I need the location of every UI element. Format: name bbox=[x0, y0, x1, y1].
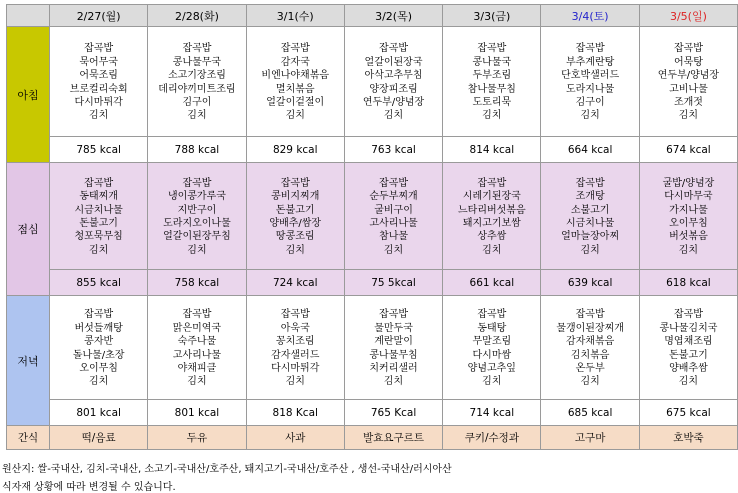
dish-item: 돼지고기보쌈 bbox=[462, 218, 521, 229]
dish-item: 김치 bbox=[678, 244, 699, 256]
dish-item: 다시마튀각 bbox=[74, 96, 123, 108]
dish-item: 김치 bbox=[88, 110, 109, 122]
kcal-value: 664 kcal bbox=[541, 137, 639, 163]
origin-note: 원산지: 쌀-국내산, 김치-국내산, 소고기-국내산/호주산, 돼지고기-국내산/호주산 , 생선-국내산/러시아산 bbox=[2, 464, 452, 475]
dish-item: 무말조림 bbox=[472, 336, 512, 348]
dish-item: 얼갈이된장무침 bbox=[163, 231, 231, 243]
menu-cell bbox=[246, 163, 344, 270]
dish-item: 김치 bbox=[285, 244, 305, 256]
dish-item: 얼갈이겉절이 bbox=[266, 96, 325, 108]
menu-body bbox=[7, 5, 738, 450]
kcal-value: 801 kcal bbox=[148, 400, 246, 426]
dish-item: 잡곡밥 bbox=[477, 309, 507, 321]
dish-item: 김치 bbox=[383, 244, 404, 256]
snack-item: 고구마 bbox=[541, 426, 639, 450]
dish-item: 치커리샐러 bbox=[369, 362, 418, 374]
kcal-value: 618 kcal bbox=[639, 270, 737, 296]
menu-cell bbox=[639, 163, 737, 270]
dish-item: 콩나물무국 bbox=[172, 56, 222, 68]
dish-item: 잡곡밥 bbox=[575, 309, 605, 321]
header-row bbox=[7, 5, 738, 27]
dish-item: 계란말이 bbox=[374, 336, 413, 348]
dish-item: 콩나물김치국 bbox=[659, 322, 718, 334]
menu-cell bbox=[344, 27, 442, 137]
dish-item: 조개탕 bbox=[575, 191, 605, 203]
dish-item: 잡곡밥 bbox=[379, 177, 409, 189]
dish-item: 감자채볶음 bbox=[565, 336, 615, 348]
dinner-kcal-row bbox=[7, 400, 738, 426]
kcal-value: 675 kcal bbox=[639, 400, 737, 426]
dish-item: 어묵조림 bbox=[79, 70, 118, 82]
dish-item: 잡곡밥 bbox=[84, 43, 114, 55]
snack-label: 간식 bbox=[7, 426, 50, 450]
lunch-label: 점심 bbox=[7, 163, 50, 296]
dish-item: 잡곡밥 bbox=[84, 309, 114, 321]
dish-item: 돈불고기 bbox=[79, 218, 118, 229]
lunch-kcal-row bbox=[7, 270, 738, 296]
dish-item: 양배추/쌈장 bbox=[269, 218, 322, 229]
kcal-value: 855 kcal bbox=[50, 270, 148, 296]
dish-item: 다시마무국 bbox=[664, 191, 713, 203]
snack-item: 사과 bbox=[246, 426, 344, 450]
dish-item: 콩나물무침 bbox=[369, 349, 418, 361]
dish-item: 김치 bbox=[88, 244, 109, 256]
menu-cell bbox=[541, 163, 639, 270]
dish-item: 가지나물 bbox=[669, 204, 708, 216]
menu-cell bbox=[246, 27, 344, 137]
dish-item: 연두부/양념장 bbox=[362, 96, 425, 108]
dish-item: 김치 bbox=[482, 110, 502, 122]
dish-item: 도토리묵 bbox=[472, 96, 512, 108]
dish-item: 시금치나물 bbox=[74, 204, 123, 216]
menu-cell bbox=[148, 296, 246, 400]
dish-item: 야채피클 bbox=[177, 362, 217, 374]
menu-cell bbox=[443, 27, 541, 137]
dish-item: 잡곡밥 bbox=[477, 177, 507, 189]
menu-cell bbox=[148, 163, 246, 270]
day-header: 3/2(목) bbox=[344, 5, 442, 27]
dish-item: 굴밥/양념장 bbox=[662, 177, 715, 189]
dish-item: 어묵탕 bbox=[673, 56, 703, 68]
menu-cell bbox=[50, 163, 148, 270]
dish-item: 소불고기 bbox=[570, 204, 610, 216]
dish-item: 잡곡밥 bbox=[477, 43, 507, 55]
snack-item: 떡/음료 bbox=[50, 426, 148, 450]
dish-item: 잡곡밥 bbox=[182, 309, 212, 321]
dish-item: 느타리버섯볶음 bbox=[458, 204, 526, 216]
dish-item: 도라지나물 bbox=[565, 83, 615, 95]
dish-item: 잡곡밥 bbox=[673, 309, 703, 321]
dish-item: 잡곡밥 bbox=[379, 309, 409, 321]
dish-item: 고사리나물 bbox=[172, 349, 222, 361]
dish-item: 잡곡밥 bbox=[673, 43, 703, 55]
dish-item: 조개젓 bbox=[673, 96, 703, 108]
snack-item: 호박죽 bbox=[639, 426, 737, 450]
kcal-value: 763 kcal bbox=[344, 137, 442, 163]
kcal-value: 814 kcal bbox=[443, 137, 541, 163]
dish-item: 아삭고추무침 bbox=[364, 70, 423, 82]
lunch-row bbox=[7, 163, 738, 270]
dish-item: 물갱이된장찌개 bbox=[556, 322, 624, 334]
dish-item: 단호박샐러드 bbox=[561, 70, 620, 82]
dish-item: 오이무침 bbox=[79, 362, 118, 374]
breakfast-label: 아침 bbox=[7, 27, 50, 163]
day-header-saturday: 3/4(토) bbox=[541, 5, 639, 27]
dish-item: 콩비지찌개 bbox=[271, 191, 320, 203]
kcal-value: 685 kcal bbox=[541, 400, 639, 426]
kcal-value: 75 5kcal bbox=[344, 270, 442, 296]
dish-item: 도라지오이나물 bbox=[163, 218, 231, 229]
menu-cell bbox=[639, 27, 737, 137]
dish-item: 잡곡밥 bbox=[280, 177, 310, 189]
menu-cell bbox=[541, 296, 639, 400]
dish-item: 잡곡밥 bbox=[379, 43, 409, 55]
dish-item: 시금치나물 bbox=[565, 218, 615, 229]
dish-item: 얼갈이된장국 bbox=[364, 56, 423, 68]
day-header: 2/27(월) bbox=[50, 5, 148, 27]
dish-item: 물만두국 bbox=[374, 322, 413, 334]
change-notice: 식자재 상황에 따라 변경될 수 있습니다. bbox=[2, 482, 176, 493]
dish-item: 연두부/양념장 bbox=[657, 70, 720, 82]
dish-item: 잡곡밥 bbox=[84, 177, 114, 189]
dish-item: 다시마튀각 bbox=[271, 362, 320, 374]
dish-item: 맑은미역국 bbox=[172, 322, 222, 334]
dinner-row bbox=[7, 296, 738, 400]
dish-item: 부추계란탕 bbox=[565, 56, 615, 68]
kcal-value: 765 Kcal bbox=[344, 400, 442, 426]
dish-item: 아욱국 bbox=[280, 322, 310, 334]
snack-row bbox=[7, 426, 738, 450]
dish-item: 데리야끼미트조림 bbox=[158, 83, 236, 95]
dish-item: 양장피조림 bbox=[369, 83, 418, 95]
dish-item: 상추쌈 bbox=[477, 231, 507, 243]
dish-item: 양배추쌈 bbox=[669, 362, 708, 374]
dish-item: 다시마쌈 bbox=[472, 349, 512, 361]
dish-item: 잡곡밥 bbox=[575, 43, 605, 55]
menu-cell bbox=[443, 296, 541, 400]
dish-item: 냉이콩가루국 bbox=[167, 191, 226, 203]
dish-item: 지반구이 bbox=[177, 204, 217, 216]
dish-item: 잡곡밥 bbox=[280, 43, 310, 55]
weekly-menu-table bbox=[6, 4, 738, 450]
kcal-value: 714 kcal bbox=[443, 400, 541, 426]
dish-item: 감자국 bbox=[280, 56, 310, 68]
menu-cell bbox=[344, 163, 442, 270]
dish-item: 꽁치조림 bbox=[275, 336, 315, 348]
dish-item: 잡곡밥 bbox=[280, 309, 310, 321]
dinner-label: 저녁 bbox=[7, 296, 50, 426]
dish-item: 김구이 bbox=[182, 96, 212, 108]
dish-item: 잡곡밥 bbox=[182, 43, 212, 55]
dish-item: 김치 bbox=[285, 110, 305, 122]
dish-item: 콩자반 bbox=[84, 336, 114, 348]
dish-item: 동태탕 bbox=[477, 322, 507, 334]
dish-item: 묵어무국 bbox=[79, 56, 118, 68]
dish-item: 김치 bbox=[482, 244, 502, 256]
dish-item: 굴비구이 bbox=[374, 204, 413, 216]
dish-item: 숙주나물 bbox=[177, 336, 217, 348]
dish-item: 김구이 bbox=[575, 96, 605, 108]
dish-item: 참나물 bbox=[379, 231, 409, 243]
dish-item: 잡곡밥 bbox=[182, 177, 212, 189]
menu-cell bbox=[344, 296, 442, 400]
kcal-value: 818 Kcal bbox=[246, 400, 344, 426]
dish-item: 감자샐러드 bbox=[271, 349, 320, 361]
menu-cell bbox=[50, 27, 148, 137]
kcal-value: 788 kcal bbox=[148, 137, 246, 163]
dish-item: 고사리나물 bbox=[369, 218, 418, 229]
dish-item: 김치 bbox=[678, 110, 699, 122]
day-header: 3/3(금) bbox=[443, 5, 541, 27]
dish-item: 온두부 bbox=[575, 362, 605, 374]
kcal-value: 674 kcal bbox=[639, 137, 737, 163]
dish-item: 돌나물/초장 bbox=[72, 349, 125, 361]
dish-item: 김치 bbox=[482, 376, 502, 388]
dish-item: 멸치볶음 bbox=[275, 83, 315, 95]
dish-item: 청포묵무침 bbox=[74, 231, 123, 243]
breakfast-row bbox=[7, 27, 738, 137]
dish-item: 콩나물국 bbox=[472, 56, 512, 68]
dish-item: 브로컬리숙회 bbox=[69, 83, 128, 95]
kcal-value: 724 kcal bbox=[246, 270, 344, 296]
menu-cell bbox=[541, 27, 639, 137]
kcal-value: 801 kcal bbox=[50, 400, 148, 426]
snack-item: 쿠키/수정과 bbox=[443, 426, 541, 450]
dish-item: 김치 bbox=[580, 376, 600, 388]
snack-item: 두유 bbox=[148, 426, 246, 450]
dish-item: 김치 bbox=[285, 376, 305, 388]
snack-item: 발효요구르트 bbox=[344, 426, 442, 450]
dish-item: 고비나물 bbox=[669, 83, 708, 95]
day-header-sunday: 3/5(일) bbox=[639, 5, 737, 27]
menu-cell bbox=[639, 296, 737, 400]
dish-item: 김치 bbox=[580, 244, 600, 256]
dish-item: 비엔나야채볶음 bbox=[261, 70, 330, 82]
dish-item: 버섯들깨탕 bbox=[74, 322, 123, 334]
dish-item: 잡곡밥 bbox=[575, 177, 605, 189]
dish-item: 두부조림 bbox=[472, 70, 512, 82]
dish-item: 순두부찌개 bbox=[369, 191, 418, 203]
day-header: 3/1(수) bbox=[246, 5, 344, 27]
dish-item: 동태찌개 bbox=[79, 191, 118, 203]
breakfast-kcal-row bbox=[7, 137, 738, 163]
menu-cell bbox=[443, 163, 541, 270]
dish-item: 김치 bbox=[678, 376, 699, 388]
dish-item: 김치 bbox=[580, 110, 600, 122]
menu-cell bbox=[50, 296, 148, 400]
dish-item: 땅콩조림 bbox=[275, 231, 315, 243]
header-corner bbox=[7, 5, 50, 27]
kcal-value: 661 kcal bbox=[443, 270, 541, 296]
dish-item: 김치 bbox=[187, 244, 207, 256]
kcal-value: 785 kcal bbox=[50, 137, 148, 163]
dish-item: 시레기된장국 bbox=[462, 191, 521, 203]
day-header: 2/28(화) bbox=[148, 5, 246, 27]
dish-item: 김치볶음 bbox=[570, 349, 610, 361]
kcal-value: 829 kcal bbox=[246, 137, 344, 163]
dish-item: 소고기장조림 bbox=[167, 70, 226, 82]
kcal-value: 639 kcal bbox=[541, 270, 639, 296]
dish-item: 김치 bbox=[88, 376, 109, 388]
dish-item: 돈불고기 bbox=[669, 349, 708, 361]
menu-cell bbox=[148, 27, 246, 137]
dish-item: 참나물무침 bbox=[467, 83, 516, 95]
dish-item: 김치 bbox=[383, 376, 404, 388]
dish-item: 오이무침 bbox=[669, 218, 708, 229]
dish-item: 양념고추잎 bbox=[467, 362, 516, 374]
dish-item: 돈불고기 bbox=[275, 204, 315, 216]
dish-item: 김치 bbox=[383, 110, 404, 122]
dish-item: 김치 bbox=[187, 376, 207, 388]
menu-cell bbox=[246, 296, 344, 400]
dish-item: 버섯볶음 bbox=[669, 231, 708, 243]
dish-item: 얼마늘장아찌 bbox=[561, 231, 620, 243]
kcal-value: 758 kcal bbox=[148, 270, 246, 296]
dish-item: 김치 bbox=[187, 110, 207, 122]
dish-item: 명엽채조림 bbox=[664, 336, 713, 348]
